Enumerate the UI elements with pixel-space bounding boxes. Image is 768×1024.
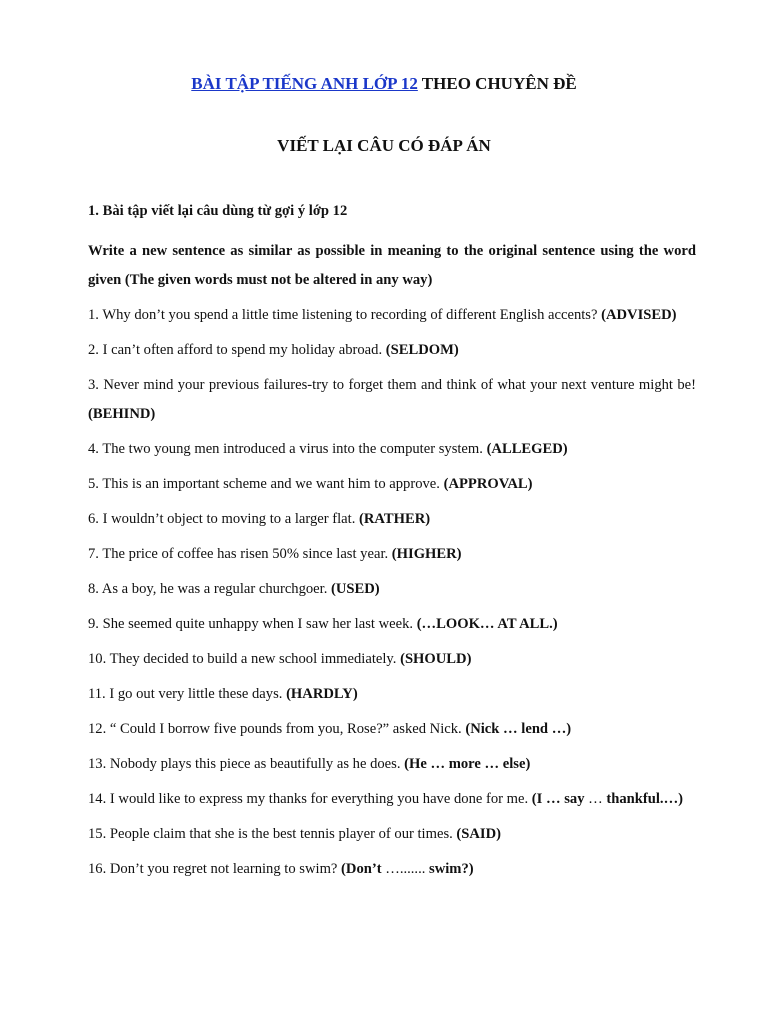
exercise-item [88, 505, 696, 534]
exercise-item [88, 645, 696, 674]
exercise-text: 10. They decided to build a new school immediately. [88, 651, 401, 667]
exercise-item [88, 715, 696, 744]
exercise-hint: (BEHIND) [88, 406, 156, 422]
document-subtitle: VIẾT LẠI CÂU CÓ ĐÁP ÁN [277, 136, 491, 155]
exercise-text: 12. “ Could I borrow five pounds from you, Rose?” asked Nick. [88, 721, 466, 737]
hint-ellipsis: …....... [385, 861, 426, 877]
exercise-hint: (SELDOM) [385, 342, 459, 358]
exercise-item [88, 336, 696, 365]
exercise-text: 15. People claim that she is the best tennis player of our times. [88, 826, 457, 842]
exercise-item [88, 750, 696, 779]
exercise-hint: (Nick … lend …) [465, 721, 572, 737]
exercise-text: 3. Never mind your previous failures-try to forget them and think of what your next venture might be! [88, 377, 696, 393]
exercise-item [88, 820, 696, 849]
exercise-hint: (APPROVAL) [443, 476, 533, 492]
exercise-text: 11. I go out very little these days. [88, 686, 287, 702]
hint-part: (I … say [531, 791, 589, 807]
exercise-item [88, 301, 696, 330]
exercise-hint: (He … more … else) [404, 756, 531, 772]
exercise-hint [341, 861, 474, 877]
exercise-text: 14. I would like to express my thanks for everything you have done for me. [88, 791, 532, 807]
exercise-item [88, 855, 696, 884]
hint-ellipsis: … [588, 791, 603, 807]
exercise-item [88, 435, 696, 464]
exercise-hint: (ALLEGED) [486, 441, 568, 457]
hint-part: swim?) [425, 861, 474, 877]
exercise-hint: (ADVISED) [601, 307, 677, 323]
exercise-item [88, 575, 696, 604]
exercise-hint: (SHOULD) [400, 651, 472, 667]
exercise-text: 16. Don’t you regret not learning to swim? [88, 861, 342, 877]
exercise-text: 5. This is an important scheme and we want him to approve. [88, 476, 444, 492]
document-body [88, 201, 696, 890]
hint-part: (Don’t [341, 861, 386, 877]
title-link[interactable]: BÀI TẬP TIẾNG ANH LỚP 12 [191, 74, 418, 93]
exercise-item [88, 610, 696, 639]
exercise-item [88, 680, 696, 709]
exercise-text: 2. I can’t often afford to spend my holiday abroad. [88, 342, 386, 358]
exercise-item [88, 470, 696, 499]
exercise-text: 7. The price of coffee has risen 50% since last year. [88, 546, 392, 562]
exercise-text: 1. Why don’t you spend a little time listening to recording of different English accents? [88, 307, 602, 323]
exercise-text: 4. The two young men introduced a virus into the computer system. [88, 441, 487, 457]
exercise-text: 13. Nobody plays this piece as beautifully as he does. [88, 756, 405, 772]
exercise-hint: (HIGHER) [391, 546, 462, 562]
exercise-hint: (…LOOK… AT ALL.) [416, 616, 558, 632]
exercise-item [88, 540, 696, 569]
instruction-text: Write a new sentence as similar as possible in meaning to the original sentence using the word given (The given words must not be altered in any way) [88, 243, 696, 288]
hint-part: thankful.…) [602, 791, 684, 807]
exercise-text: 8. As a boy, he was a regular churchgoer. [88, 581, 332, 597]
document-title [0, 74, 768, 94]
exercise-item [88, 785, 696, 814]
exercise-hint [532, 791, 683, 807]
exercise-text: 9. She seemed quite unhappy when I saw her last week. [88, 616, 417, 632]
section-heading: 1. Bài tập viết lại câu dùng từ gợi ý lớp 12 [88, 203, 348, 219]
title-suffix: THEO CHUYÊN ĐỀ [417, 74, 577, 93]
exercise-text: 6. I wouldn’t object to moving to a larger flat. [88, 511, 360, 527]
exercise-hint: (SAID) [456, 826, 502, 842]
exercise-hint: (HARDLY) [286, 686, 358, 702]
exercise-hint: (RATHER) [359, 511, 431, 527]
exercise-item [88, 371, 696, 429]
exercise-hint: (USED) [331, 581, 380, 597]
